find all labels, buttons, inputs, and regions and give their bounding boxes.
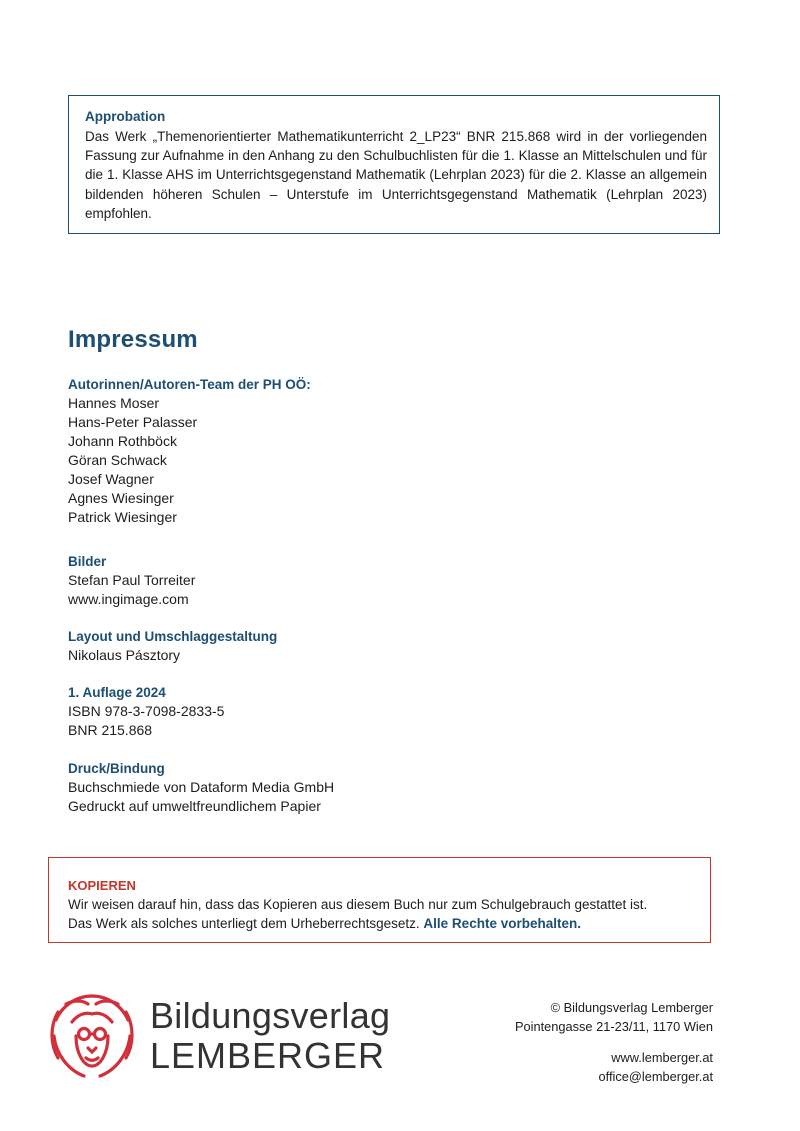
author-name: Agnes Wiesinger [68,490,174,506]
kopieren-heading: KOPIEREN [68,878,136,893]
bilder-line: www.ingimage.com [68,591,189,607]
email-link[interactable]: office@lemberger.at [598,1069,713,1084]
website-link[interactable]: www.lemberger.at [611,1050,713,1065]
druck-line: Buchschmiede von Dataform Media GmbH [68,779,335,795]
kopieren-line-2 [68,914,691,933]
copyright-line: © Bildungsverlag Lemberger [550,1000,713,1015]
authors-heading: Autorinnen/Autoren-Team der PH OÖ: [68,377,311,392]
publisher-contact [515,998,713,1086]
author-name: Josef Wagner [68,471,154,487]
author-name: Göran Schwack [68,452,167,468]
isbn-line: ISBN 978-3-7098-2833-5 [68,703,225,719]
bilder-heading: Bilder [68,554,107,569]
publisher-brand [150,995,390,1075]
author-name: Johann Rothböck [68,433,177,449]
approbation-text: Das Werk „Themenorientierter Mathematikunterricht 2_LP23“ BNR 215.868 wird in der vorliegenden Fassung zur Aufnahme in den Anhang zu den Schulbuchlisten für die 1. Klasse an Mittelschulen und für die 1. Klasse AHS im Unterrichtsgegenstand Mathematik (Lehrplan 2023) für die 2. Klasse an allgemein bildenden höheren Schulen – Unterstufe im Unterrichtsgegenstand Mathematik (Lehrplan 2023) empfohlen. [85,129,707,221]
author-name: Patrick Wiesinger [68,509,177,525]
kopieren-notice-box [48,857,711,943]
impressum-title: Impressum [68,326,198,353]
kopieren-line-1: Wir weisen darauf hin, dass das Kopieren aus diesem Buch nur zum Schulgebrauch gestattet ist. [68,897,648,912]
kopieren-line-2-text: Das Werk als solches unterliegt dem Urheberrechtsgesetz. [68,916,420,931]
druck-line: Gedruckt auf umweltfreundlichem Papier [68,798,321,814]
lion-head-logo-icon [48,992,136,1080]
auflage-section [68,683,224,740]
authors-section [68,375,311,527]
approbation-box [68,95,720,234]
address-line: Pointengasse 21-23/11, 1170 Wien [514,1019,713,1034]
bilder-line: Stefan Paul Torreiter [68,572,196,588]
bnr-line: BNR 215.868 [68,722,153,738]
author-name: Hannes Moser [68,395,160,411]
layout-line: Nikolaus Pásztory [68,647,181,663]
brand-name-line-1: Bildungsverlag [150,995,391,1036]
author-name: Hans-Peter Palasser [68,414,198,430]
brand-name-line-2: LEMBERGER [150,1035,386,1076]
approbation-heading: Approbation [85,109,166,124]
layout-section [68,627,277,665]
druck-section [68,759,334,816]
bilder-section [68,552,195,609]
auflage-heading: 1. Auflage 2024 [68,685,166,700]
druck-heading: Druck/Bindung [68,761,165,776]
layout-heading: Layout und Umschlaggestaltung [68,629,278,644]
rights-reserved: Alle Rechte vorbehalten. [423,916,581,931]
